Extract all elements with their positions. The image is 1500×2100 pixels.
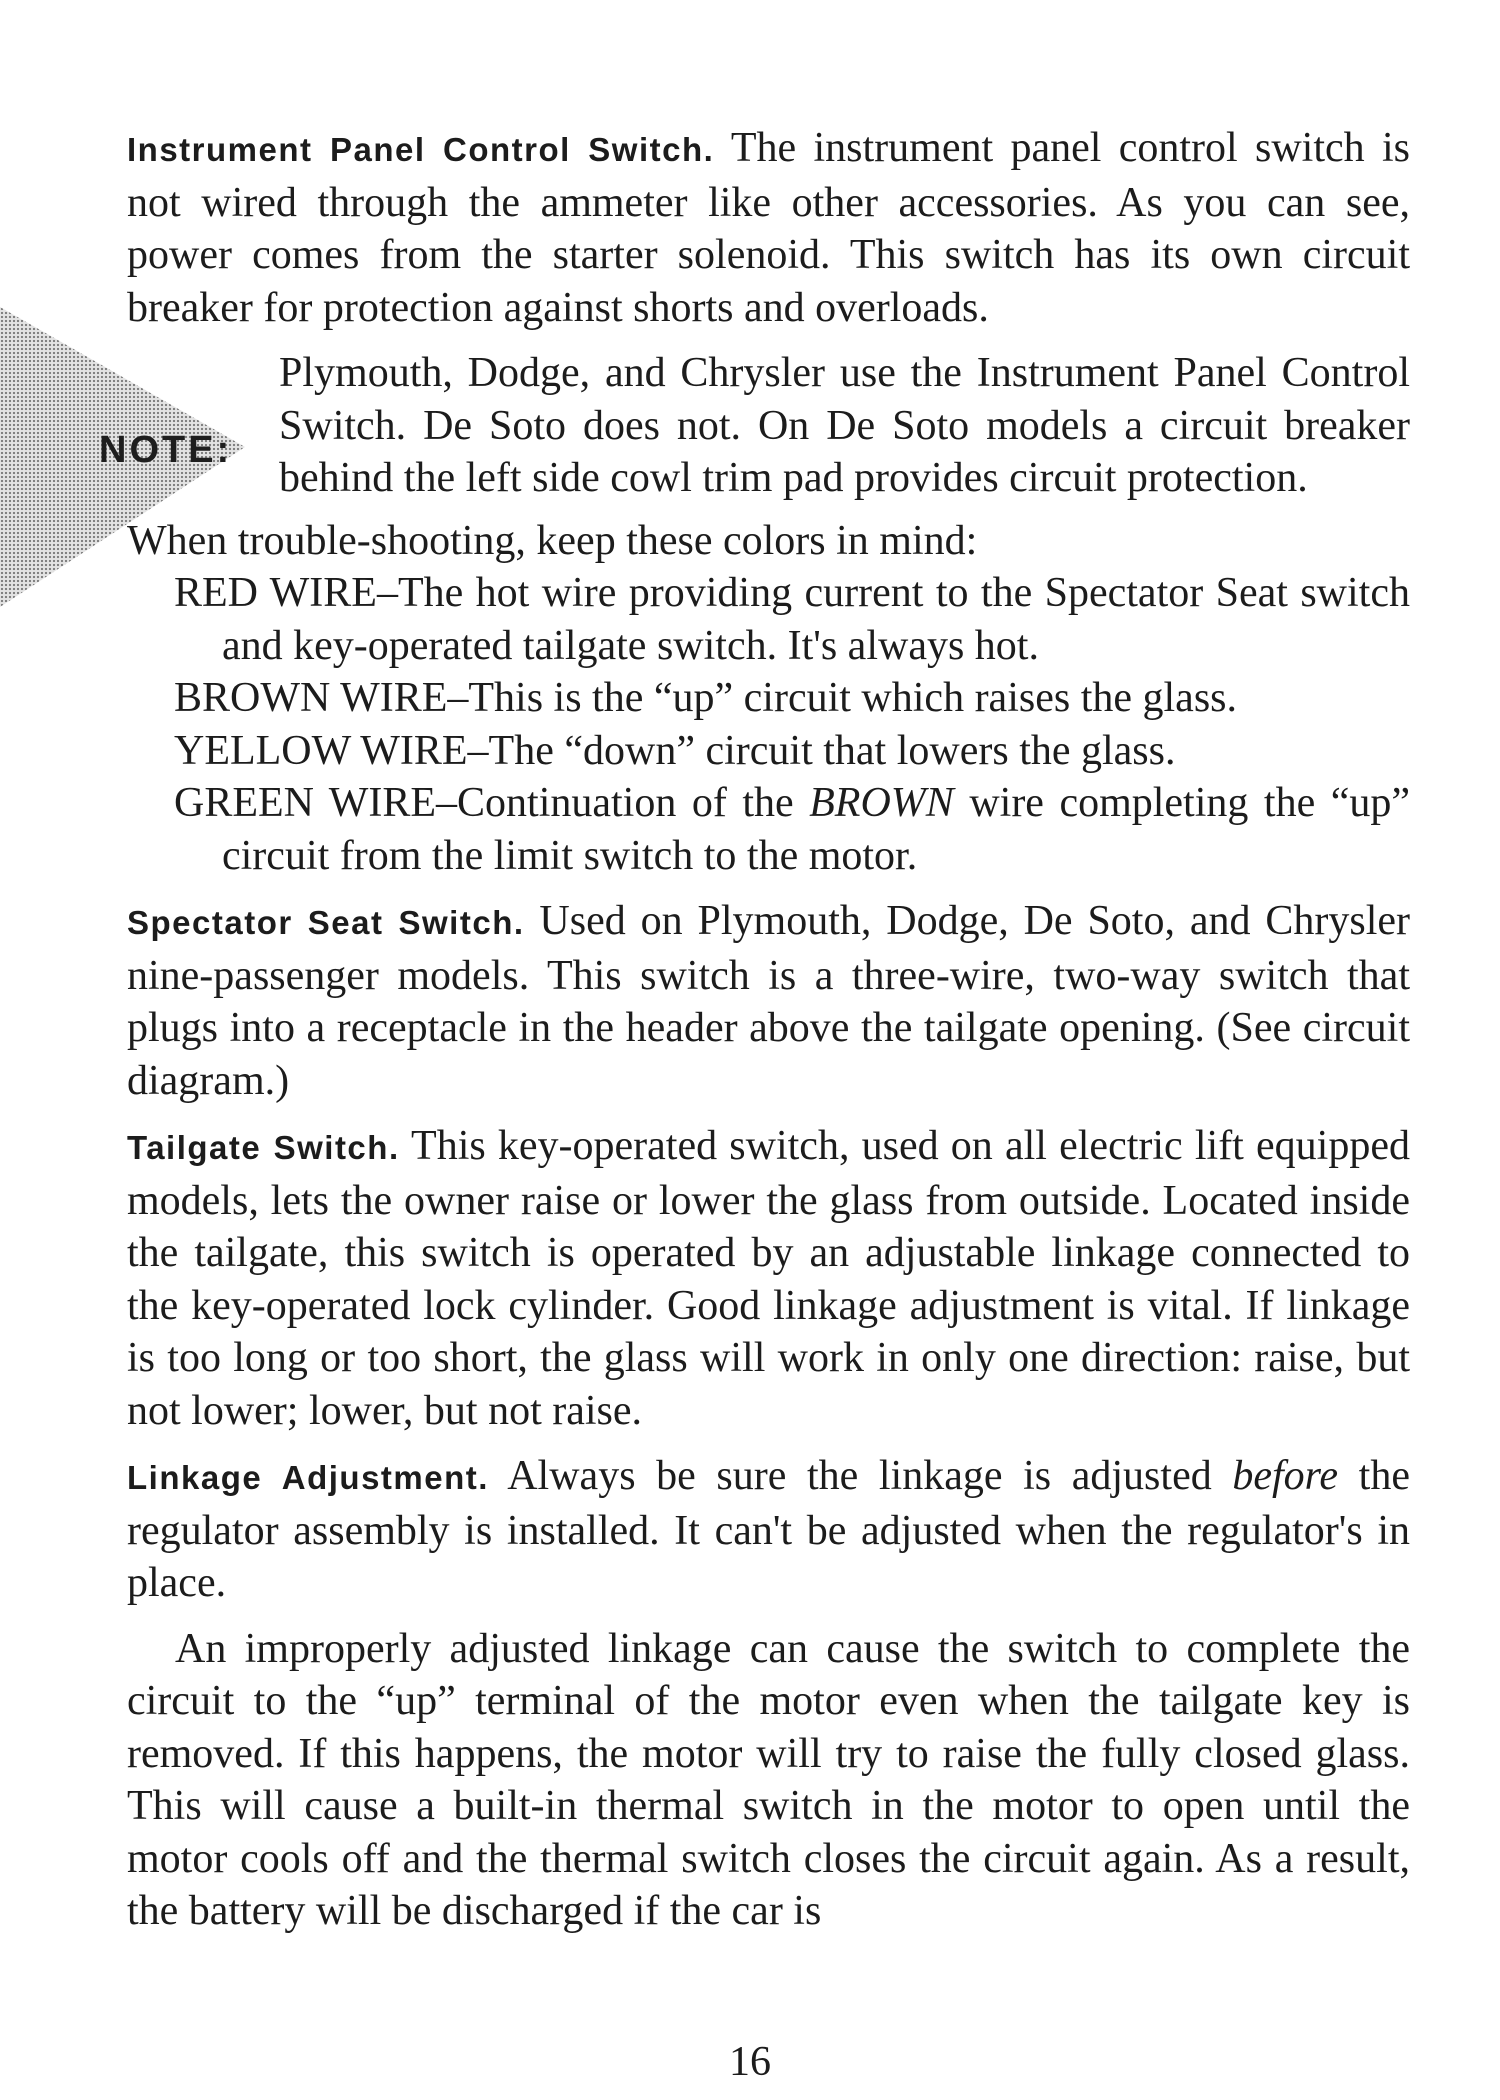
linkage-emphasis: before <box>1232 1453 1339 1499</box>
troubleshooting-intro: When trouble-shooting, keep these colors in mind: <box>127 517 978 564</box>
page-number: 16 <box>729 2039 771 2085</box>
wire-green-prefix: GREEN WIRE–Continuation of the <box>174 780 810 826</box>
closing-paragraph: An improperly adjusted linkage can cause the switch to complete the circuit to the “up” terminal of the motor even when the tailgate key is removed. If this happens, the motor will try to raise the fully closed glass. This will cause a built-in thermal switch in the motor to open until the motor cools off and the thermal switch closes the circuit again. As a result, the battery will be discharged if the car is <box>127 1625 1410 1934</box>
wire-green-suffix: wire completing the “up” circuit from the limit switch to the motor. <box>222 780 1410 879</box>
spectator-seat-heading: Spectator Seat Switch. <box>127 904 525 941</box>
instrument-panel-text: The instrument panel control switch is not wired through the ammeter like other accessories. As you can see, power comes from the starter solenoid. This switch has its own circuit breaker for protection against shorts and overloads. <box>127 125 1410 331</box>
linkage-text-after: the regulator assembly is installed. It can't be adjusted when the regulator's in place. <box>127 1453 1410 1606</box>
linkage-text-before: Always be sure the linkage is adjusted <box>507 1453 1233 1499</box>
linkage-adjustment-paragraph <box>127 1450 1410 1610</box>
instrument-panel-paragraph <box>127 122 1410 334</box>
note-label: NOTE: <box>99 429 233 471</box>
tailgate-switch-text: This key-operated switch, used on all electric lift equipped models, lets the owner raise or lower the glass from outside. Located inside the tailgate, this switch is operated by an adjustable linkage connected to the key-operated lock cylinder. Good linkage adjustment is vital. If linkage is too long or too short, the glass will work in only one direction: raise, but not lower; lower, but not raise. <box>127 1123 1410 1434</box>
note-text: Plymouth, Dodge, and Chrysler use the Instrument Panel Control Switch. De Soto does not. On De Soto models a circuit breaker behind the left side cowl trim pad provides circuit protection. <box>279 350 1410 501</box>
note-arrow-icon <box>0 307 360 637</box>
tailgate-switch-paragraph <box>127 1120 1410 1437</box>
spectator-seat-paragraph <box>127 895 1410 1107</box>
wire-item-green <box>127 777 1410 882</box>
spectator-seat-text: Used on Plymouth, Dodge, De Soto, and Chrysler nine-passenger models. This switch is a three-wire, two-way switch that plugs into a receptacle in the header above the tailgate opening. (See circuit diagram.) <box>127 898 1411 1104</box>
wire-item-yellow: YELLOW WIRE–The “down” circuit that lowers the glass. <box>174 727 1176 774</box>
instrument-panel-heading: Instrument Panel Control Switch. <box>127 131 715 168</box>
note-callout <box>99 347 1410 505</box>
wire-item-brown: BROWN WIRE–This is the “up” circuit which raises the glass. <box>174 675 1238 721</box>
page-body <box>99 122 1411 1938</box>
wire-green-emphasis: BROWN <box>809 780 954 826</box>
tailgate-switch-heading: Tailgate Switch. <box>127 1129 400 1166</box>
linkage-adjustment-heading: Linkage Adjustment. <box>127 1459 489 1496</box>
wire-item-red: RED WIRE–The hot wire providing current to the Spectator Seat switch and key-operated tailgate switch. It's always hot. <box>174 570 1410 669</box>
